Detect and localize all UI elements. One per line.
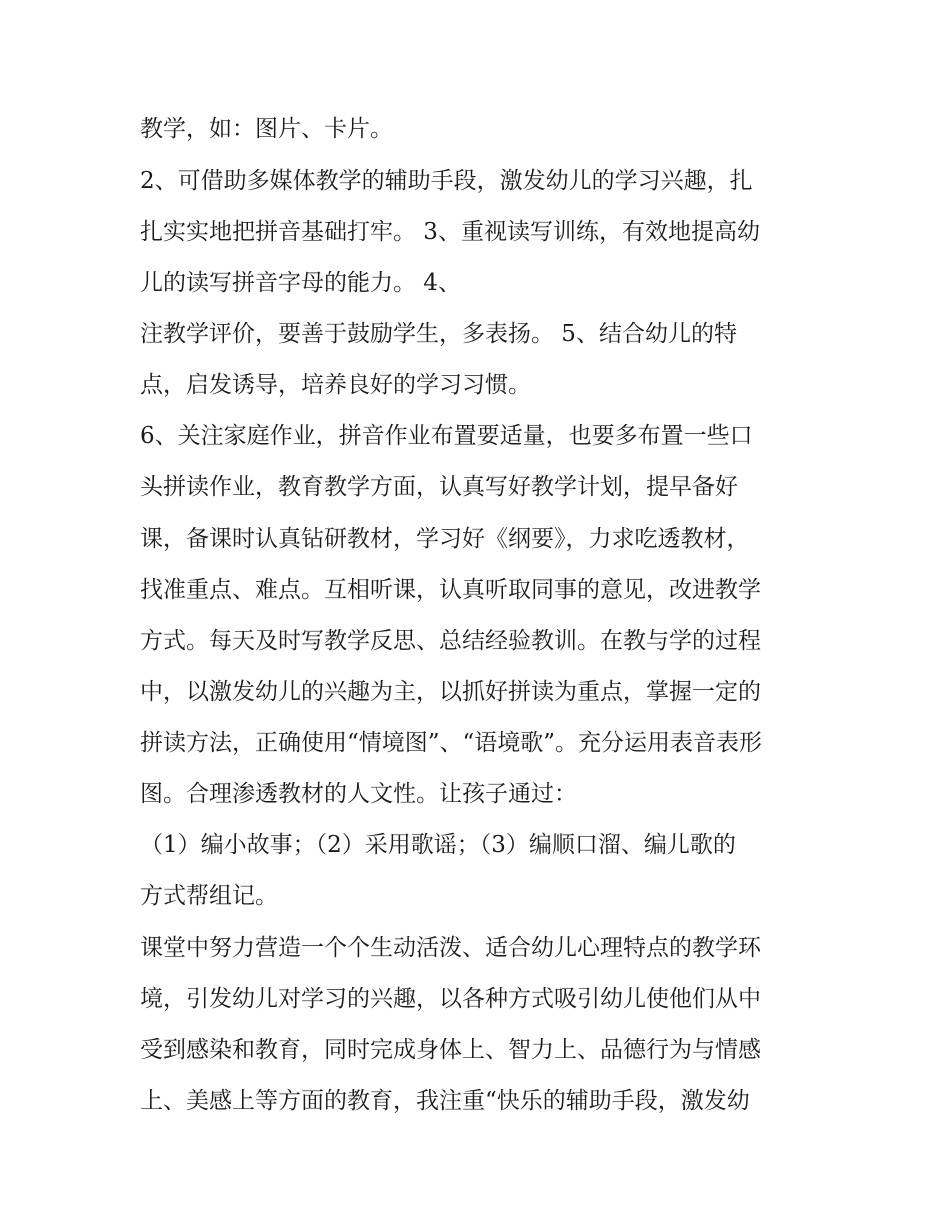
text-line: 拼读方法，正确使用“情境图”、“语境歌”。充分运用表音表形 [140,730,763,756]
text-line: 扎实实地把拼音基础打牢。 3、重视读写训练，有效地提高幼 [140,219,760,245]
text-line: 方式帮组记。 [140,883,278,909]
text-line: 儿的读写拼音字母的能力。 4、 [140,270,461,296]
text-line: 课，备课时认真钻研教材，学习好《纲要》，力求吃透教材， [140,526,750,552]
text-line: 课堂中努力营造一个个生动活泼、适合幼儿心理特点的教学环 [140,935,761,961]
text-line: 头拼读作业，教育教学方面，认真写好教学计划，提早备好 [140,474,738,500]
text-line: 2、可借助多媒体教学的辅助手段，激发幼儿的学习兴趣，扎 [140,168,753,194]
text-line: 中，以激发幼儿的兴趣为主，以抓好拼读为重点，掌握一定的 [140,679,761,705]
text-line: 找准重点、难点。互相听课，认真听取同事的意见，改进教学 [140,577,761,603]
text-line: （1）编小故事；（2）采用歌谣；（3）编顺口溜、编儿歌的 [140,832,736,858]
text-line: 点，启发诱导，培养良好的学习习惯。 [140,372,531,398]
text-line: 受到感染和教育，同时完成身体上、智力上、品德行为与情感 [140,1037,761,1063]
text-line: 图。合理渗透教材的人文性。让孩子通过： [140,781,577,807]
text-line: 教学，如：图片、卡片。 [140,116,393,142]
text-line: 境，引发幼儿对学习的兴趣，以各种方式吸引幼儿使他们从中 [140,986,761,1012]
text-line: 上、美感上等方面的教育，我注重“快乐的辅助手段，激发幼 [140,1088,750,1114]
text-line: 注教学评价，要善于鼓励学生，多表扬。 5、结合幼儿的特 [140,321,737,347]
text-line: 6、关注家庭作业，拼音作业布置要适量，也要多布置一些口 [140,423,753,449]
text-line: 方式。每天及时写教学反思、总结经验教训。在教与学的过程 [140,628,761,654]
